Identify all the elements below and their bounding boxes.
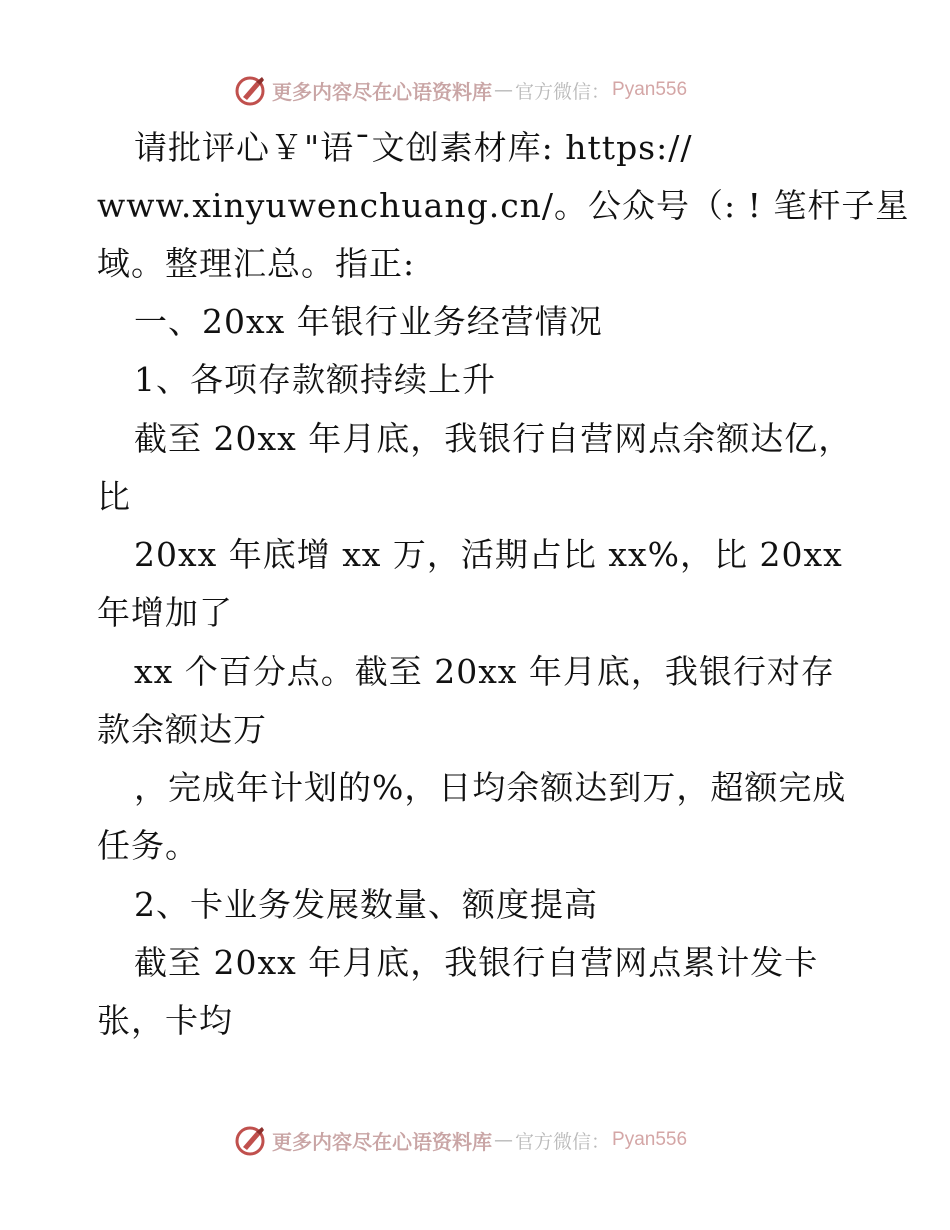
pen-logo-icon — [234, 1123, 268, 1157]
text-line-2: www.xinyuwenchuang.cn/。公众号（: ! 笔杆子星 — [97, 186, 910, 225]
text-line-3: 域。整理汇总。指正: — [97, 244, 416, 283]
banner-wechat-id: Pyan556 — [612, 79, 688, 100]
text-line-8: 20xx 年底增 xx 万，活期占比 xx%，比 20xx — [134, 535, 843, 574]
banner-brand-text: 更多内容尽在心语资料库 — [272, 79, 492, 104]
text-line-6: 截至 20xx 年月底，我银行自营网点余额达亿， — [134, 419, 853, 458]
text-line-7: 比 — [97, 477, 131, 516]
pen-logo-icon — [234, 73, 268, 107]
text-line-1: 请批评心￥"语¯文创素材库: https:// — [134, 128, 693, 167]
banner-dash: — — [494, 1129, 513, 1151]
banner-dash: — — [494, 79, 513, 101]
text-line-15: 截至 20xx 年月底，我银行自营网点累计发卡 — [134, 943, 819, 982]
text-line-11: 款余额达万 — [97, 710, 267, 749]
banner-brand-text: 更多内容尽在心语资料库 — [272, 1129, 492, 1154]
section-heading-1: 一、20xx 年银行业务经营情况 — [134, 302, 603, 341]
text-line-16: 张，卡均 — [97, 1001, 233, 1040]
subheading-2: 2、卡业务发展数量、额度提高 — [134, 885, 598, 924]
footer-watermark-banner — [234, 1122, 687, 1158]
text-line-12: ，完成年计划的%，日均余额达到万，超额完成 — [134, 768, 847, 807]
text-line-9: 年增加了 — [97, 593, 233, 632]
text-line-10: xx 个百分点。截至 20xx 年月底，我银行对存 — [134, 652, 835, 691]
text-line-13: 任务。 — [97, 826, 199, 865]
banner-official-label: 官方微信： — [515, 1130, 611, 1153]
banner-official-label: 官方微信： — [515, 80, 611, 103]
banner-wechat-id: Pyan556 — [612, 1129, 688, 1150]
header-watermark-banner — [234, 72, 687, 108]
subheading-1: 1、各项存款额持续上升 — [134, 360, 496, 399]
